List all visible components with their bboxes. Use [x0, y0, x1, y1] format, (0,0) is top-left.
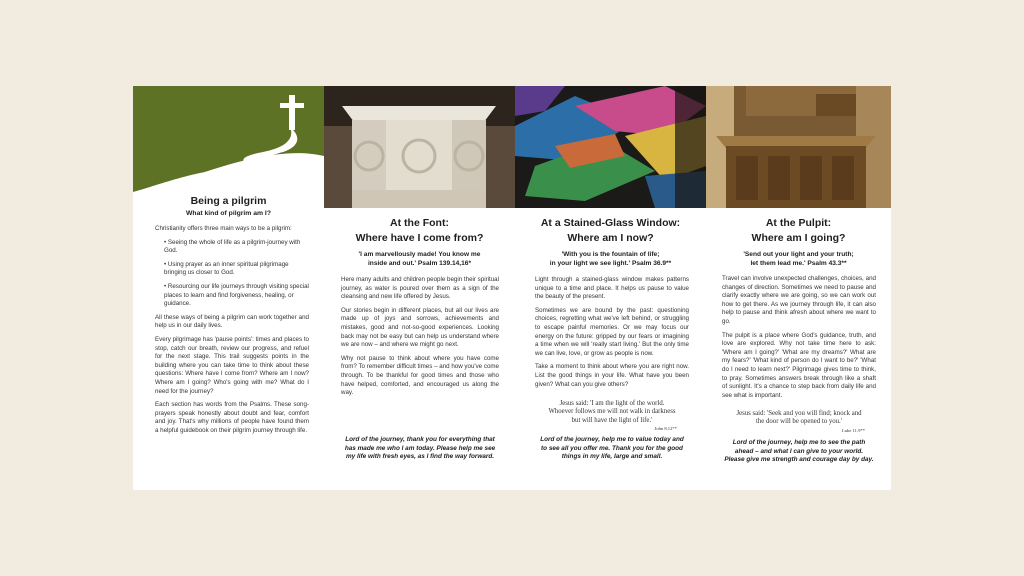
psalm-quote-line2: in your light we see light.' Psalm 36.9** [549, 260, 672, 267]
panel-title: At the Font: [390, 217, 449, 229]
panel-title: Being a pilgrim [190, 195, 267, 207]
psalm-quote-line1: 'Send out your light and your truth; [743, 251, 854, 258]
scripture-text: Jesus said: 'I am the light of the world. Whoever follows me will not walk in darkness but will have the light of life.' [548, 400, 676, 424]
leaflet-sheet [133, 86, 891, 490]
body-paragraph: Light through a stained-glass window makes patterns unique to a time and place. It helps us pause to value the beauty of the present. [535, 276, 689, 301]
pulpit-photo [706, 86, 891, 208]
bullet-item: • Using prayer as an inner spiritual pilgrimage bringing us closer to God. [164, 260, 289, 277]
panel-subtitle: Where am I going? [751, 232, 846, 244]
body-paragraph: Sometimes we are bound by the past: questioning choices, regretting what we've left behind, or struggling to escape painful memories. Or we may focus our energy on the future: gripped by our fears or imagining a time when we will 'really start living.' But the only time we can live, love, or grow as people is now. [535, 306, 689, 357]
header-graphic [133, 86, 324, 194]
psalm-quote-line2: let them lead me.' Psalm 43.3** [750, 260, 847, 267]
panel-body [722, 275, 876, 405]
panel-being-a-pilgrim [133, 86, 324, 490]
body-paragraph: Each section has words from the Psalms. These song-prayers speak honestly about doubt and fear, comfort and joy. That's why millions of people have found them a helpful guidebook on their pilgrim journey through life. [155, 401, 309, 434]
prayer-text: Lord of the journey, help me to see the path ahead – and what I can give to your world. Please give me strength and courage day by day. [724, 439, 874, 463]
panel-at-the-pulpit [706, 86, 891, 490]
stained-glass-photo [515, 86, 706, 208]
body-paragraph: Our stories begin in different places, but all our lives are made up of joys and sorrows, achievements and mistakes, good and not-so-good experiences. Looking back may not be easy but can help us understand where we are now – and where we might go next. [341, 306, 499, 349]
body-paragraph: Why not pause to think about where you have come from? To remember difficult times – and how you've come through. To be thankful for good times and those who have helped, comforted, and encouraged us along the way. [341, 354, 499, 397]
bullet-item: • Seeing the whole of life as a pilgrim-journey with God. [164, 238, 301, 255]
scripture-quote [733, 410, 865, 435]
panel-body [155, 225, 309, 440]
panel-title: At a Stained-Glass Window: [540, 217, 681, 229]
psalm-quote-line2: inside and out.' Psalm 139.14,16* [367, 260, 472, 267]
panel-subtitle: Where am I now? [567, 232, 654, 244]
body-paragraph: Travel can involve unexpected challenges, choices, and changes of direction. Sometimes we need to pause and clarify exactly where we are going, so we can work out how to get there. As we journey through life, it can also help to pause and think afresh about where we want to go. [722, 275, 876, 325]
body-paragraph: The pulpit is a place where God's guidance, truth, and love are explored. Why not take time here to ask: 'Where am I going?' 'What are my dreams?' What are my fears?' 'What kind of person do I want to be?' 'What do I need to learn next?' Pilgrimage gives time to think, to pray. Sometimes answers break through like a shaft of sunlight. It's a chance to step back from daily life and see what is important. [722, 331, 876, 399]
panel-stained-glass [515, 86, 706, 490]
panel-title: At the Pulpit: [765, 217, 832, 229]
scripture-text: Jesus said: 'Seek and you will find; knock and the door will be opened to you.' [736, 410, 862, 426]
prayer-text: Lord of the journey, help me to value today and to see all you offer me. Thank you for the good things in my life, large and small. [540, 436, 684, 460]
intro-text: Christianity offers three main ways to be a pilgrim: [155, 225, 292, 232]
panel-body [341, 276, 499, 403]
panel-at-the-font [324, 86, 515, 490]
panel-subtitle: What kind of pilgrim am I? [186, 210, 271, 217]
psalm-quote-line1: 'I am marvellously made! You know me [358, 251, 481, 258]
body-paragraph: All these ways of being a pilgrim can work together and help us in our daily lives. [155, 313, 309, 330]
cross-icon-bar [280, 103, 304, 108]
font-photo [324, 86, 515, 208]
body-paragraph: Here many adults and children people begin their spiritual journey, as water is poured over them as a sign of the cleansing and new life offered by Jesus. [341, 276, 499, 301]
scripture-reference: John 8.12** [654, 426, 677, 432]
body-paragraph: Take a moment to think about where you are right now. List the good things in your life. What have you been given? What can you give others? [535, 363, 689, 388]
psalm-quote-line1: 'With you is the fountain of life; [561, 251, 660, 258]
scripture-quote [547, 400, 677, 434]
panel-subtitle: Where have I come from? [355, 232, 484, 244]
panel-body [535, 276, 689, 394]
scripture-reference: Luke 11.9** [841, 427, 865, 433]
prayer-text: Lord of the journey, thank you for everything that has made me who I am today. Please help me see my life with fresh eyes, as I find the way forward. [344, 436, 496, 460]
body-paragraph: Every pilgrimage has 'pause points': times and places to stop, catch our breath, review our progress, and refuel for the next stage. This trail suggests points in the building where you can take time to think about these questions: Where have I come from? Where am I now? Where am I going? Who's going with me? What do I need for the journey? [155, 335, 309, 395]
bullet-item: • Resourcing our life journeys through visiting special places to learn and find forgiveness, healing, or guidance. [164, 282, 309, 308]
cross-icon [289, 95, 295, 130]
